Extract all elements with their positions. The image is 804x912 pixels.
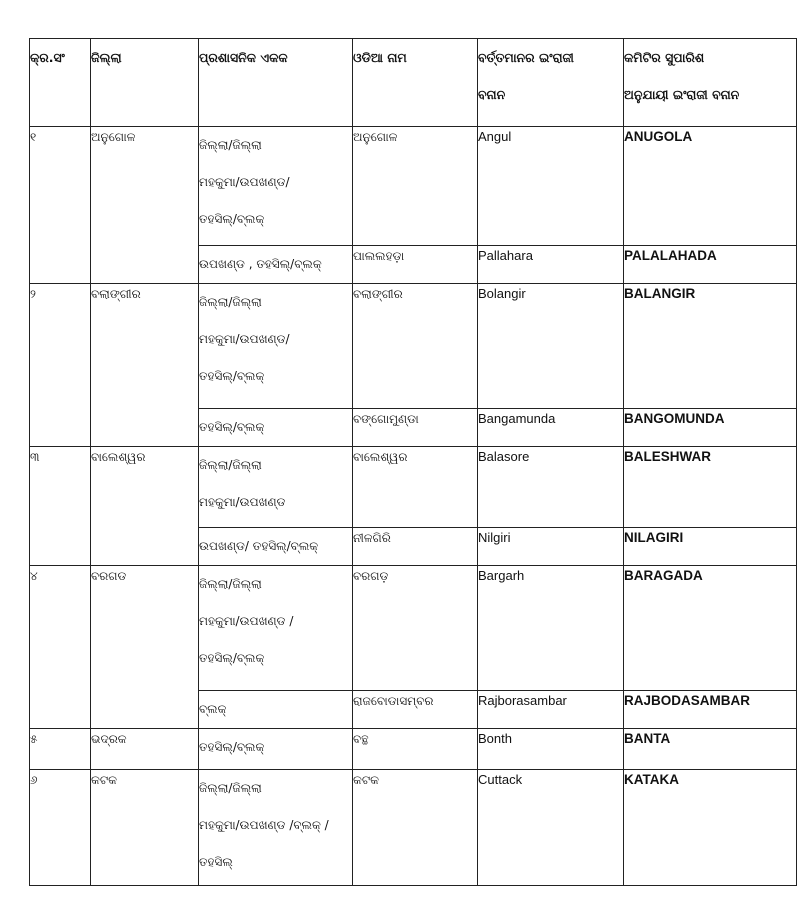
- recommended-english-cell: KATAKA: [624, 770, 797, 886]
- admin-unit-line: ତହସିଲ୍/ବ୍ଲକ୍: [199, 740, 265, 754]
- place-names-table: [29, 38, 797, 886]
- admin-unit-line: ତହସିଲ୍/ବ୍ଲକ୍: [199, 369, 265, 383]
- admin-unit-line: ମହକୁମା/ଉପଖଣ୍ଡ /ବ୍ଲକ୍ /: [199, 818, 329, 832]
- admin-unit-cell: [199, 691, 353, 729]
- admin-unit-cell: [199, 246, 353, 284]
- admin-unit-line: ତହସିଲ୍/ବ୍ଲକ୍: [199, 420, 265, 434]
- table-row: [30, 127, 797, 246]
- current-english-cell: Nilgiri: [478, 528, 624, 566]
- district-cell: ଅନୁଗୋଳ: [91, 127, 199, 284]
- current-english-cell: Rajborasambar: [478, 691, 624, 729]
- district-cell: କଟକ: [91, 770, 199, 886]
- admin-unit-line: ମହକୁମା/ଉପଖଣ୍ଡ/: [199, 175, 290, 189]
- admin-unit-line: ତହସିଲ୍: [199, 855, 233, 869]
- recommended-english-cell: ANUGOLA: [624, 127, 797, 246]
- current-english-cell: Bangamunda: [478, 409, 624, 447]
- admin-unit-line: ମହକୁମା/ଉପଖଣ୍ଡ /: [199, 614, 294, 628]
- current-english-cell: Balasore: [478, 447, 624, 528]
- admin-unit-cell: [199, 447, 353, 528]
- odia-name-cell: ରାଜବୋଡାସମ୍ବର: [353, 691, 478, 729]
- odia-name-cell: ଅନୁଗୋଳ: [353, 127, 478, 246]
- serial-cell: ୨: [30, 284, 91, 447]
- table-row: [30, 729, 797, 770]
- admin-unit-cell: [199, 284, 353, 409]
- table-row: [30, 566, 797, 691]
- odia-name-cell: ପାଲଲହଡ଼ା: [353, 246, 478, 284]
- recommended-english-cell: BALESHWAR: [624, 447, 797, 528]
- recommended-english-cell: NILAGIRI: [624, 528, 797, 566]
- table-row: [30, 770, 797, 886]
- header-recommended-line2: ଅନୁଯାୟୀ ଇଂରାଜୀ ବନାନ: [624, 87, 740, 102]
- admin-unit-line: ଜିଲ୍ଲା/ଜିଲ୍ଲା: [199, 138, 262, 152]
- serial-cell: ୪: [30, 566, 91, 729]
- admin-unit-line: ଜିଲ୍ଲା/ଜିଲ୍ଲା: [199, 295, 262, 309]
- header-district: ଜିଲ୍ଲା: [91, 39, 199, 127]
- current-english-cell: Bonth: [478, 729, 624, 770]
- header-current-english-line2: ବନାନ: [478, 87, 506, 102]
- district-cell: ଭଦ୍ରକ: [91, 729, 199, 770]
- current-english-cell: Angul: [478, 127, 624, 246]
- odia-name-cell: ବରଗଡ଼: [353, 566, 478, 691]
- recommended-english-cell: BANTA: [624, 729, 797, 770]
- serial-cell: ୬: [30, 770, 91, 886]
- district-cell: ବଲାଙ୍ଗୀର: [91, 284, 199, 447]
- admin-unit-cell: [199, 729, 353, 770]
- serial-cell: ୧: [30, 127, 91, 284]
- odia-name-cell: ବାଲେଶ୍ୱର: [353, 447, 478, 528]
- current-english-cell: Bolangir: [478, 284, 624, 409]
- recommended-english-cell: BARAGADA: [624, 566, 797, 691]
- current-english-cell: Pallahara: [478, 246, 624, 284]
- current-english-cell: Cuttack: [478, 770, 624, 886]
- header-current-english-line1: ବର୍ତ୍ତମାନର ଇଂରାଜୀ: [478, 50, 574, 65]
- recommended-english-cell: PALALAHADA: [624, 246, 797, 284]
- admin-unit-cell: [199, 770, 353, 886]
- admin-unit-line: ଜିଲ୍ଲା/ଜିଲ୍ଲା: [199, 458, 262, 472]
- admin-unit-cell: [199, 409, 353, 447]
- current-english-cell: Bargarh: [478, 566, 624, 691]
- table-header-row: [30, 39, 797, 127]
- header-admin-unit: ପ୍ରଶାସନିକ ଏକକ: [199, 39, 353, 127]
- admin-unit-line: ତହସିଲ୍/ବ୍ଲକ୍: [199, 651, 265, 665]
- serial-cell: ୩: [30, 447, 91, 566]
- header-current-english: [478, 39, 624, 127]
- admin-unit-cell: [199, 127, 353, 246]
- table-row: [30, 284, 797, 409]
- admin-unit-line: ତହସିଲ୍/ବ୍ଲକ୍: [199, 212, 265, 226]
- serial-cell: ୫: [30, 729, 91, 770]
- admin-unit-cell: [199, 528, 353, 566]
- header-odia-name: ଓଡିଆ ନାମ: [353, 39, 478, 127]
- admin-unit-line: ଉପଖଣ୍ଡ/ ତହସିଲ୍/ବ୍ଲକ୍: [199, 539, 319, 553]
- admin-unit-line: ଉପଖଣ୍ଡ , ତହସିଲ୍/ବ୍ଲକ୍: [199, 257, 322, 271]
- district-cell: ବରଗଡ: [91, 566, 199, 729]
- header-recommended-line1: କମିଟିର ସୁପାରିଶ: [624, 50, 705, 65]
- header-recommended: [624, 39, 797, 127]
- admin-unit-line: ମହକୁମା/ଉପଖଣ୍ଡ: [199, 495, 286, 509]
- admin-unit-line: ବ୍ଲକ୍: [199, 702, 227, 716]
- district-cell: ବାଲେଶ୍ୱର: [91, 447, 199, 566]
- odia-name-cell: ବଙ୍ଗୋମୁଣ୍ଡା: [353, 409, 478, 447]
- table-body: [30, 127, 797, 886]
- admin-unit-line: ମହକୁମା/ଉପଖଣ୍ଡ/: [199, 332, 290, 346]
- admin-unit-line: ଜିଲ୍ଲା/ଜିଲ୍ଲା: [199, 781, 262, 795]
- header-serial: କ୍ର.ସଂ: [30, 39, 91, 127]
- recommended-english-cell: BANGOMUNDA: [624, 409, 797, 447]
- admin-unit-cell: [199, 566, 353, 691]
- recommended-english-cell: BALANGIR: [624, 284, 797, 409]
- odia-name-cell: ନୀଳଗିରି: [353, 528, 478, 566]
- recommended-english-cell: RAJBODASAMBAR: [624, 691, 797, 729]
- table-row: [30, 447, 797, 528]
- odia-name-cell: ବଲାଙ୍ଗୀର: [353, 284, 478, 409]
- admin-unit-line: ଜିଲ୍ଲା/ଜିଲ୍ଲା: [199, 577, 262, 591]
- odia-name-cell: ବନ୍ଥ: [353, 729, 478, 770]
- odia-name-cell: କଟକ: [353, 770, 478, 886]
